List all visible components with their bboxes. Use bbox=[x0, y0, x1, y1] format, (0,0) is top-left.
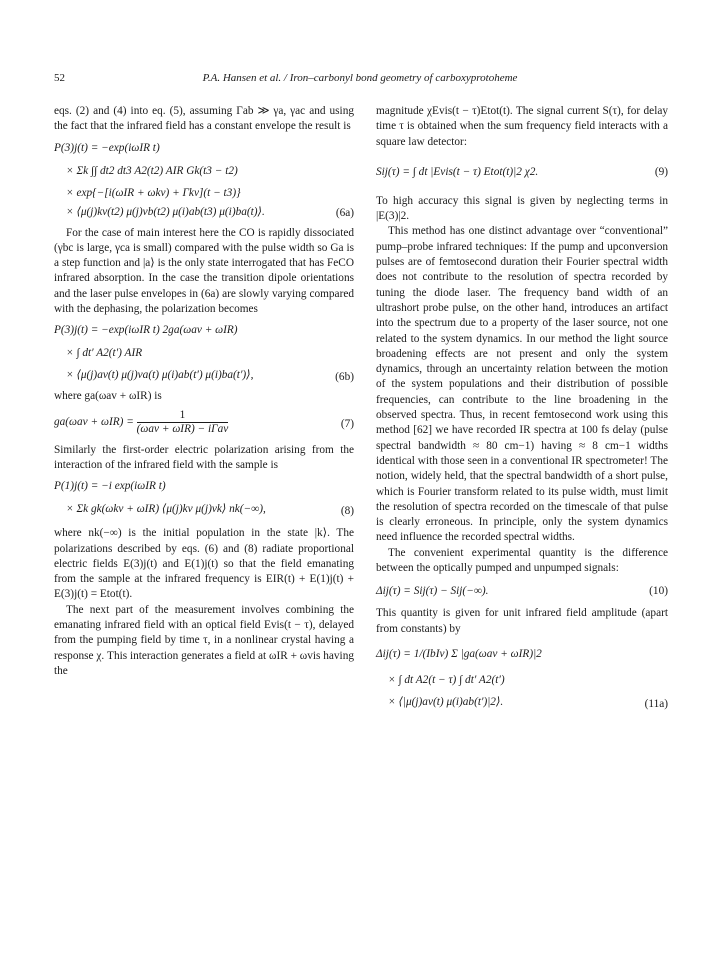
right-paragraph-4: The convenient experimental quantity is the difference between the optically pumped and unpumped signals: bbox=[376, 546, 668, 575]
right-paragraph-2: To high accuracy this signal is given by neglecting terms in |E(3)|2. bbox=[376, 194, 668, 223]
left-column bbox=[54, 104, 354, 679]
right-paragraph-3: This method has one distinct advantage over “conventional” pump–probe infrared techniques: If the pump and upconversion pulses are of femtosecond duration their Fourier spectral width does not contribute to the resolution of spectra recorded by tuning the diode laser. The frequency band width of an ultrashort probe pulse, on the other hand, introduces an artifact into the spectrum due to a property of the laser source, not one related to the system dynamics. In our method the light source broadening effects are not present and only the system dynamics, through an uncertainty relation between the motion of the system populations and their distribution of possible frequencies, can contribute to the line broadening in the observed spectra. Thus, in recent femtosecond work using this method [62] we have recorded IR spectra at 100 fs delay (pulse spectral bandwidth ≈ 80 cm−1) having ≈ 8 cm−1 widths identical with those seen in a conventional IR spectrometer! The notion, widely held, that the spectral bandwidth of a short pulse, which is Fourier transform related to its pulse width, must limit the resolution of spectra recorded on the timescale of that pulse is clearly erroneous. In principle, only the system dynamics need influence the recorded spectral widths. bbox=[376, 225, 668, 544]
equation-6a-line-1: P(3)j(t) = −exp(iωIR t) bbox=[54, 141, 160, 154]
equation-7-numerator: 1 bbox=[137, 409, 229, 423]
equation-7-number: (7) bbox=[340, 417, 354, 430]
equation-7-denominator: (ωav + ωIR) − iΓav bbox=[136, 422, 229, 435]
equation-11a-line-3: × ⟨|μ(j)av(t) μ(i)ab(t′)|2⟩. bbox=[388, 695, 504, 708]
left-paragraph-4: Similarly the first-order electric polarization arising from the interaction of the infrared field with the sample is bbox=[54, 443, 354, 471]
equation-6b bbox=[54, 321, 354, 385]
equation-10-number: (10) bbox=[649, 585, 668, 598]
left-paragraph-5: where nk(−∞) is the initial population in the state |k⟩. The polarizations described by eqs. (6) and (8) radiate proportional electric fields E(3)j(t) and E(1)j(t) so that the field emanating from the sample at the infrared frequency is EIR(t) + E(1)j(t) + E(3)j(t) = Etot(t). bbox=[54, 527, 354, 601]
right-paragraph-1: magnitude χEvis(t − τ)Etot(t). The signal current S(τ), for delay time τ is obtained when the sum frequency field interacts with a square law detector: bbox=[376, 105, 668, 148]
equation-9 bbox=[376, 154, 668, 190]
equation-6b-line-1: P(3)j(t) = −exp(iωIR t) 2ga(ωav + ωIR) bbox=[54, 324, 238, 337]
equation-8 bbox=[54, 477, 354, 522]
page-header bbox=[54, 72, 666, 88]
equation-8-number: (8) bbox=[340, 504, 354, 517]
left-paragraph-1: eqs. (2) and (4) into eq. (5), assuming Γab ≫ γa, γac and using the fact that the infrared field has a constant envelope the result is bbox=[54, 105, 354, 133]
equation-6a-line-2: × Σk ∫∫ dt2 dt3 A2(t2) AIR Gk(t3 − t2) bbox=[66, 164, 238, 177]
equation-6a-line-4: × ⟨μ(j)kv(t2) μ(j)vb(t2) μ(i)ab(t3) μ(i)ba(t)⟩. bbox=[66, 205, 265, 218]
equation-9-number: (9) bbox=[654, 165, 668, 178]
equation-11a-number: (11a) bbox=[644, 697, 668, 710]
equation-8-line-2: × Σk gk(ωkv + ωIR) ⟨μ(j)kv μ(j)vk⟩ nk(−∞), bbox=[66, 503, 266, 516]
running-title: P.A. Hansen et al. / Iron–carbonyl bond geometry of carboxyprotoheme bbox=[202, 72, 518, 84]
equation-7-fraction bbox=[137, 409, 229, 436]
equation-9-body: Sij(τ) = ∫ dt |Evis(t − τ) Etot(t)|2 χ2. bbox=[376, 165, 539, 178]
equation-6b-line-3: × ⟨μ(j)av(t) μ(j)va(t) μ(i)ab(t′) μ(i)ba(t′)⟩, bbox=[66, 369, 254, 382]
equation-7 bbox=[54, 409, 354, 439]
right-paragraph-5: This quantity is given for unit infrared field amplitude (apart from constants) by bbox=[376, 607, 668, 635]
equation-11a bbox=[376, 641, 668, 712]
equation-6b-number: (6b) bbox=[335, 371, 354, 384]
equation-6a bbox=[54, 139, 354, 222]
equation-11a-line-2: × ∫ dt A2(t − τ) ∫ dt′ A2(t′) bbox=[388, 673, 505, 686]
equation-10-body: Δij(τ) = Sij(τ) − Sij(−∞). bbox=[376, 585, 489, 598]
right-column bbox=[376, 104, 668, 716]
equation-6a-number: (6a) bbox=[335, 207, 354, 220]
left-paragraph-3: where ga(ωav + ωIR) is bbox=[54, 390, 162, 403]
equation-7-lhs: ga(ωav + ωIR) = bbox=[54, 415, 134, 428]
equation-6b-line-2: × ∫ dt′ A2(t′) AIR bbox=[66, 347, 143, 360]
page-number: 52 bbox=[54, 72, 65, 84]
equation-10 bbox=[376, 580, 668, 602]
equation-6a-line-3: × exp{−[i(ωIR + ωkv) + Γkv](t − t3)} bbox=[66, 186, 241, 199]
left-paragraph-6: The next part of the measurement involves combining the emanating infrared field with an optical field Evis(t − τ), delayed from the pumping field by time τ, in a nonlinear crystal having a response χ. This interaction generates a field at ωIR + ωvis having the bbox=[54, 603, 354, 677]
left-paragraph-2: For the case of main interest here the CO is rapidly dissociated (γbc is large, γca is small) compared with the pulse width so Ga is a step function and |a⟩ is the only state interrogated that has FeCO infrared absorption. In the case the transition dipole orientations and the laser pulse envelopes in (6a) are slowly varying compared with the dephasing, the polarization becomes bbox=[54, 226, 354, 316]
equation-8-line-1: P(1)j(t) = −i exp(iωIR t) bbox=[54, 480, 166, 493]
equation-11a-line-1: Δij(τ) = 1/(IbIv) Σ |ga(ωav + ωIR)|2 bbox=[376, 647, 542, 660]
